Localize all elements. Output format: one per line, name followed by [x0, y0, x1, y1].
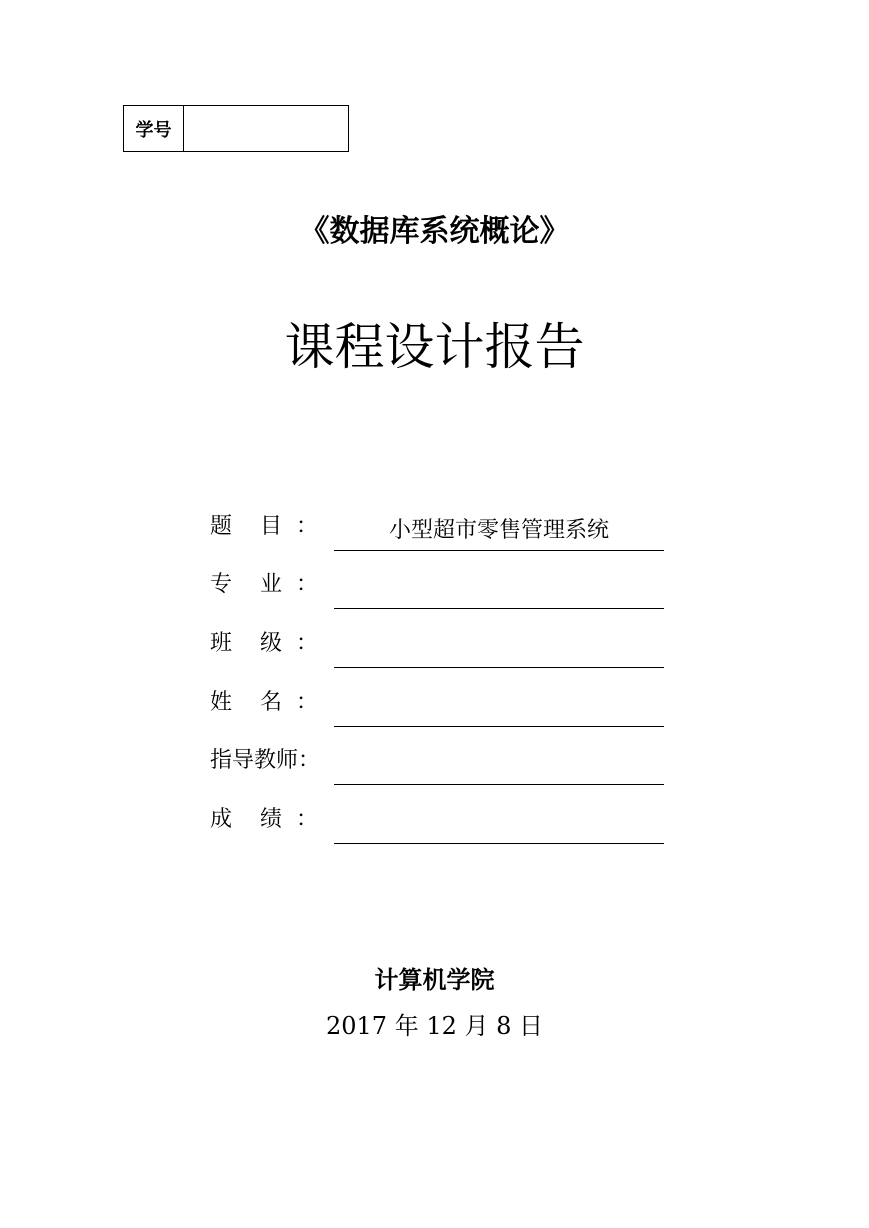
info-row-topic [210, 511, 664, 551]
advisor-field[interactable] [334, 750, 664, 785]
report-date: 2017 年 12 月 8 日 [325, 1012, 544, 1040]
topic-field[interactable]: 小型超市零售管理系统 [334, 516, 664, 551]
grade-label: 成 绩 ： [210, 807, 318, 832]
info-row-class [210, 628, 664, 668]
topic-label: 题 目 ： [210, 514, 318, 539]
name-label: 姓 名 ： [210, 690, 318, 715]
info-row-name [210, 687, 664, 727]
major-label: 专 业 ： [210, 572, 318, 597]
advisor-label: 指导教师： [210, 748, 321, 773]
report-title: 课程设计报告 [284, 318, 585, 376]
info-row-advisor [210, 745, 664, 785]
info-row-major [210, 569, 664, 609]
student-id-label: 学号 [124, 106, 184, 151]
student-id-table [123, 105, 349, 152]
class-label: 班 级 ： [210, 631, 318, 656]
name-field[interactable] [334, 692, 664, 727]
grade-field[interactable] [334, 809, 664, 844]
course-title: 《数据库系统概论》 [299, 214, 570, 249]
school-name: 计算机学院 [374, 966, 495, 994]
info-row-grade [210, 804, 664, 844]
student-id-field[interactable] [184, 106, 348, 151]
major-field[interactable] [334, 574, 664, 609]
class-field[interactable] [334, 633, 664, 668]
